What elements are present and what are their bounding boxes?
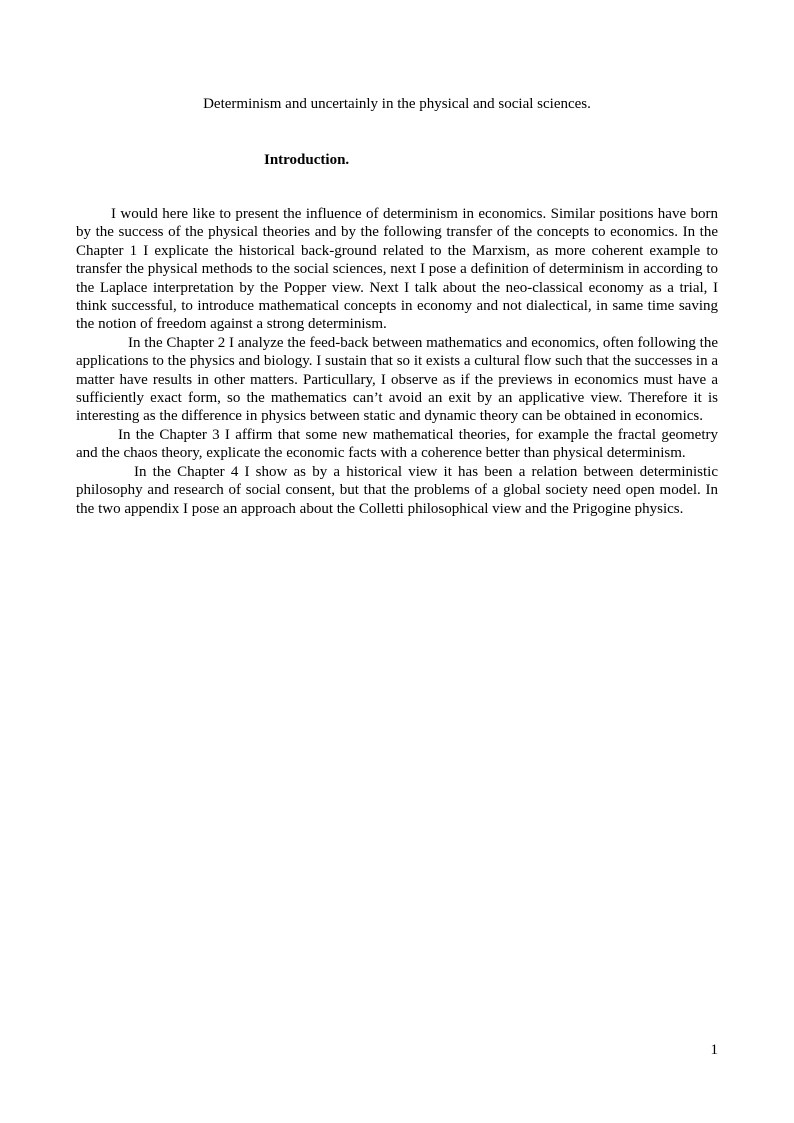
paragraph-chapter-3: In the Chapter 3 I affirm that some new mathematical theories, for example the fractal geometry and the chaos theory, explicate the economic facts with a coherence better than physical determinism. bbox=[76, 426, 718, 462]
document-title: Determinism and uncertainly in the physical and social sciences. bbox=[203, 96, 591, 112]
paragraph-chapter-2: In the Chapter 2 I analyze the feed-back between mathematics and economics, often following the applications to the physics and biology. I sustain that so it exists a cultural flow such that the successes in a matter have results in other matters. Particullary, I observe as if the previews in economics must have a sufficiently exact form, so the mathematics can’t avoid an exit by an applicative view. Therefore it is interesting as the difference in physics between static and dynamic theory can be obtained in economics. bbox=[76, 334, 718, 425]
page-number: 1 bbox=[710, 1042, 718, 1058]
paragraph-chapter-1: I would here like to present the influence of determinism in economics. Similar positions have born by the success of the physical theories and by the following transfer of the concepts to economics. In the Chapter 1 I explicate the historical back-ground related to the Marxism, as more coherent example to transfer the physical methods to the social sciences, next I pose a definition of determinism in according to the Laplace interpretation by the Popper view. Next I talk about the neo-classical economy as a trial, I think successful, to introduce mathematical concepts in economy and not dialectical, in same time saving the notion of freedom against a strong determinism. bbox=[76, 206, 718, 333]
introduction-body bbox=[76, 205, 718, 518]
section-heading-introduction: Introduction. bbox=[264, 152, 350, 168]
paragraph-chapter-4: In the Chapter 4 I show as by a historical view it has been a relation between deterministic philosophy and research of social consent, but that the problems of a global society need open model. In the two appendix I pose an approach about the Colletti philosophical view and the Prigogine physics. bbox=[76, 463, 718, 517]
